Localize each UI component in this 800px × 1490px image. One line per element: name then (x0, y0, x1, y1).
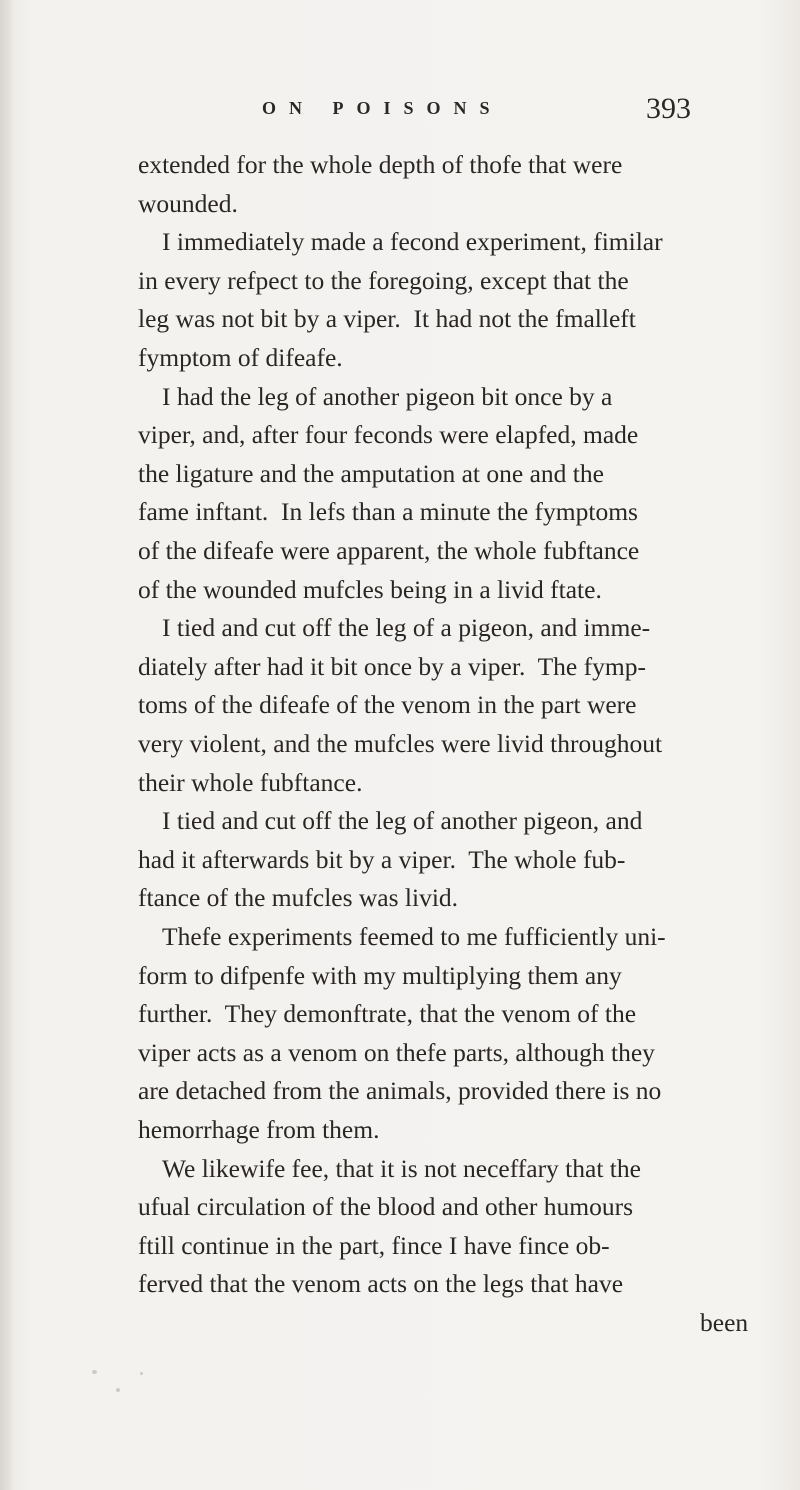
catchword: been (700, 1308, 749, 1337)
text-line: I tied and cut off the leg of a pigeon, and imme- (162, 613, 651, 643)
text-line: are detached from the animals, provided there is no (138, 1076, 662, 1106)
text-line: further. They demonftrate, that the venom of the (138, 999, 637, 1029)
text-line: of the wounded mufcles being in a livid ftate. (138, 574, 602, 604)
text-line: fame inftant. In lefs than a minute the fymptoms (138, 497, 638, 527)
text-line: ferved that the venom acts on the legs that have (138, 1269, 624, 1299)
page-number: 393 (646, 92, 691, 125)
text-line: had it afterwards bit by a viper. The whole fub- (138, 844, 626, 874)
text-line: toms of the difeafe of the venom in the part were (138, 690, 637, 720)
text-line: of the difeafe were apparent, the whole fubftance (138, 536, 640, 565)
text-line: ufual circulation of the blood and other humours (138, 1192, 633, 1222)
text-line: diately after had it bit once by a viper. The fymp- (138, 651, 646, 681)
text-line: We likewife fee, that it is not neceffary that the (162, 1153, 641, 1183)
text-line: very violent, and the mufcles were livid throughout (138, 729, 663, 758)
text-line: ftance of the mufcles was livid. (138, 883, 459, 913)
text-line: Thefe experiments feemed to me fufficiently uni- (162, 922, 666, 951)
text-line: fymptom of difeafe. (138, 343, 343, 372)
text-line: wounded. (138, 188, 238, 218)
text-line: I tied and cut off the leg of another pigeon, and (162, 806, 643, 836)
paper-speck (116, 1388, 120, 1392)
text-line: in every refpect to the foregoing, except that the (138, 265, 629, 295)
text-line: I immediately made a fecond experiment, fimilar (162, 227, 663, 257)
text-line: viper, and, after four feconds were elapfed, made (138, 420, 639, 450)
paper-speck (140, 1372, 143, 1375)
running-title: ON POISONS (262, 98, 503, 118)
text-line: extended for the whole depth of thofe that were (138, 150, 623, 179)
paper-speck (92, 1370, 97, 1374)
text-line: viper acts as a venom on thefe parts, although they (138, 1037, 655, 1067)
text-line: their whole fubftance. (138, 767, 363, 797)
text-line: I had the leg of another pigeon bit once by a (162, 381, 613, 411)
text-line: the ligature and the amputation at one and the (138, 458, 604, 488)
text-line: form to difpenfe with my multiplying them any (138, 960, 622, 990)
text-line: leg was not bit by a viper. It had not the fmalleft (138, 304, 636, 334)
running-head (0, 92, 800, 142)
text-line: ftill continue in the part, fince I have fince ob- (138, 1230, 610, 1260)
text-line: hemorrhage from them. (138, 1115, 380, 1144)
